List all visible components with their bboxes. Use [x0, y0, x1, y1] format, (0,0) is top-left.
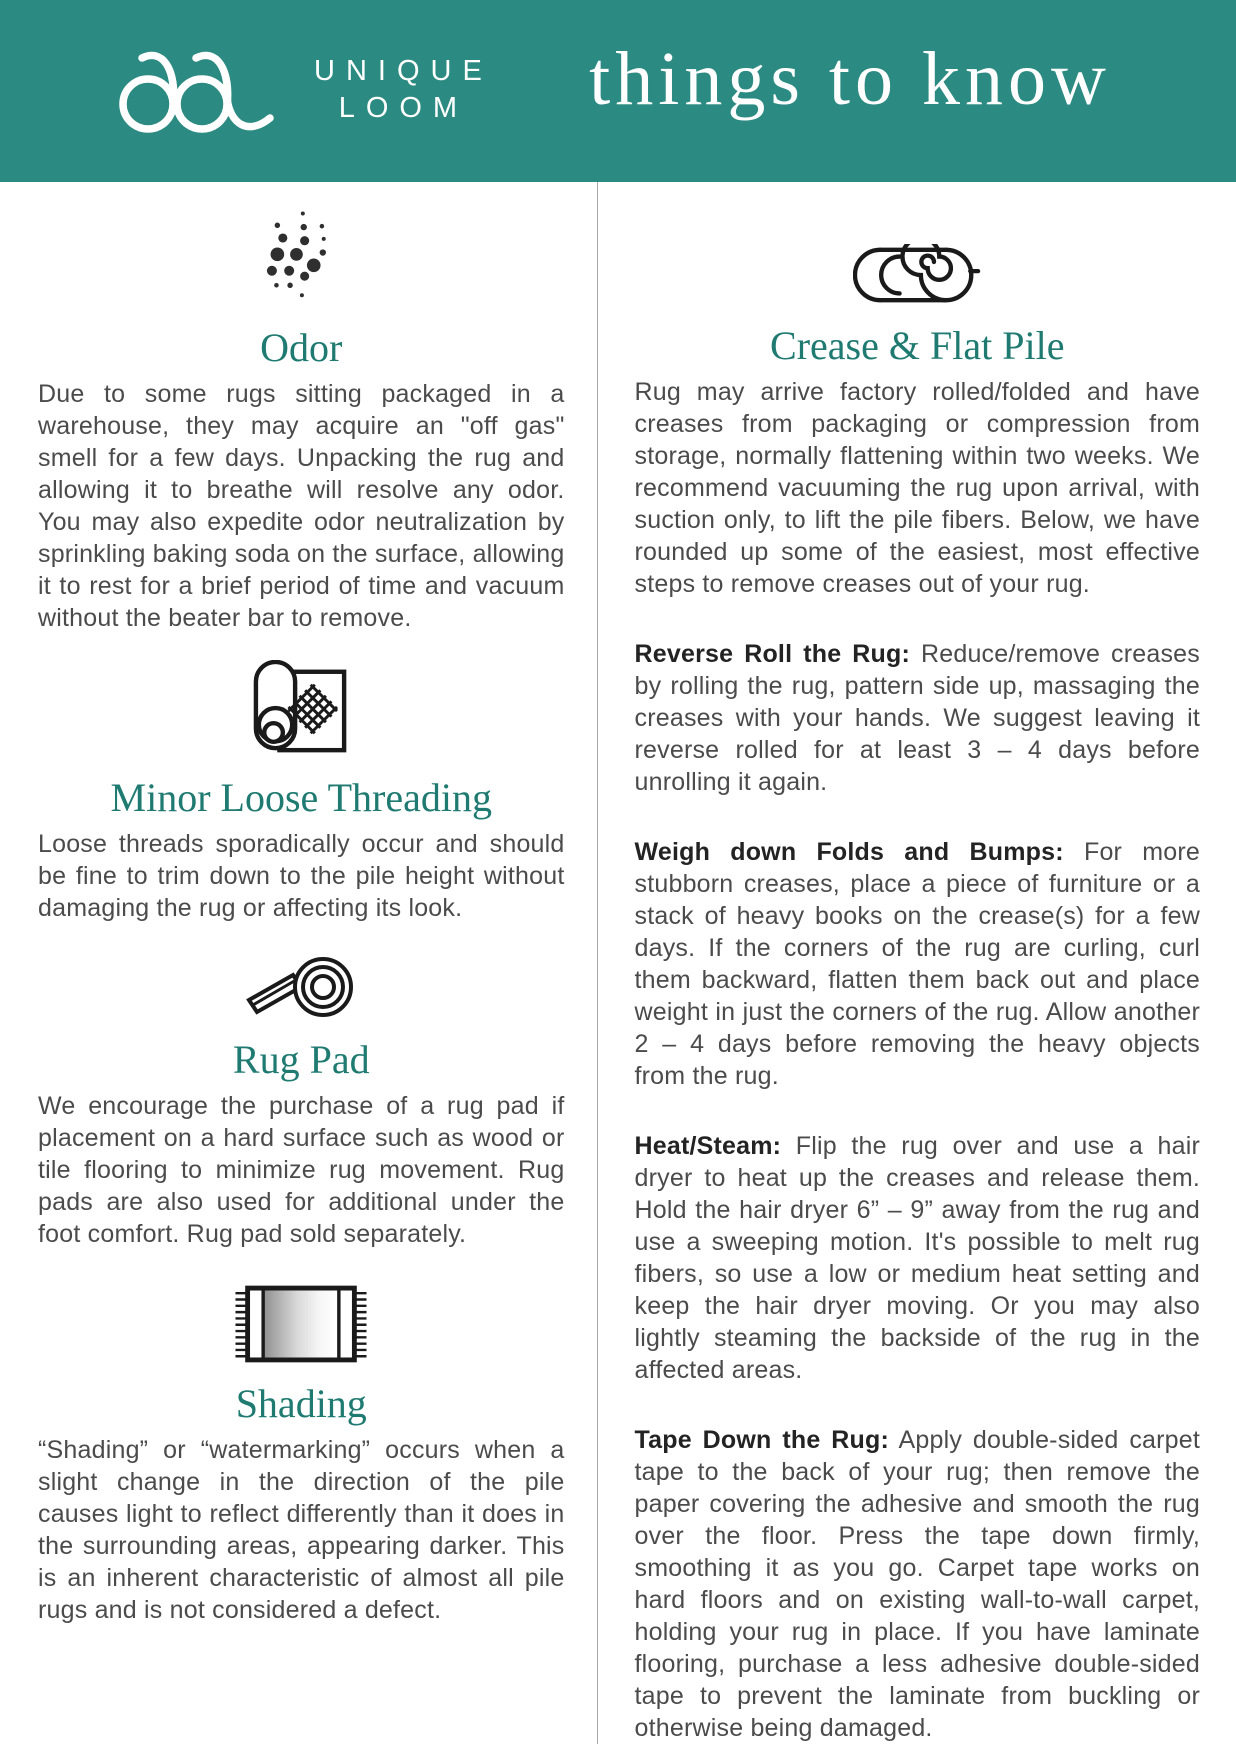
- tip-reverse-roll: [635, 638, 1200, 798]
- rugpad-body: We encourage the purchase of a rug pad if placement on a hard surface such as wood or tile flooring to minimize rug movement. Rug pads are also used for additional under the foot comfort. Rug pad sold separately.: [38, 1092, 565, 1248]
- shading-heading: Shading: [235, 1381, 367, 1426]
- brand-name: [314, 53, 493, 127]
- tip-weigh-down: [635, 836, 1200, 1092]
- threading-section-icon-wrap: [38, 660, 565, 758]
- tip-tape-down-text: Apply double-sided carpet tape to the back of your rug; then remove the paper covering the adhesive and smooth the rug over the floor. Press the tape down firmly, smoothing it as you go. Carpet tape works on hard floors and on existing wall-to-wall carpet, holding your rug in place. If you have laminate flooring, purchase a less adhesive double-sided tape to prevent the laminate from buckling or otherwise being damaged.: [634, 1426, 1200, 1742]
- tip-reverse-roll-text: Reduce/remove creases by rolling the rug, pattern side up, massaging the creases with your hands. We suggest leaving it reverse rolled for at least 3 – 4 days before unrolling it again.: [634, 640, 1200, 796]
- tip-heat-steam-label: Heat/Steam:: [634, 1132, 782, 1160]
- shading-section-icon-wrap: [38, 1284, 565, 1364]
- rug-pad-roll-icon: [246, 954, 356, 1020]
- threading-body: Loose threads sporadically occur and should be fine to trim down to the pile height without damaging the rug or affecting its look.: [38, 830, 565, 922]
- page-title: things to know: [589, 37, 1111, 121]
- left-column: [38, 182, 565, 1626]
- odor-section-icon-wrap: [38, 208, 565, 308]
- brand-line-1: UNIQUE: [314, 55, 493, 87]
- tip-weigh-down-label: Weigh down Folds and Bumps:: [634, 838, 1064, 866]
- brand-block: [110, 38, 493, 142]
- crease-roll-icon: [853, 244, 981, 306]
- odor-body: Due to some rugs sitting packaged in a warehouse, they may acquire an "off gas" smell for a few days. Unpacking the rug and allowing it to breathe will resolve any odor. You may also expedite odor neutralization by sprinkling baking soda on the surface, allowing it to rest for a brief period of time and vacuum without the beater bar to remove.: [38, 380, 565, 632]
- rugpad-section-icon-wrap: [38, 954, 565, 1020]
- shading-body: “Shading” or “watermarking” occurs when a slight change in the direction of the pile causes light to reflect differently than it does in the surrounding areas, appearing darker. This is an inherent characteristic of almost all pile rugs and is not considered a defect.: [38, 1436, 565, 1624]
- tip-tape-down: [635, 1424, 1200, 1744]
- odor-heading: Odor: [260, 325, 343, 370]
- rugpad-heading: Rug Pad: [232, 1037, 370, 1082]
- right-column: [597, 182, 1200, 1744]
- crease-heading: Crease & Flat Pile: [770, 323, 1065, 368]
- threading-heading: Minor Loose Threading: [110, 775, 492, 820]
- crease-intro: Rug may arrive factory rolled/folded and have creases from packaging or compression from storage, normally flattening within two weeks. We recommend vacuuming the rug upon arrival, with suction only, to lift the pile fibers. Below, we have rounded up some of the easiest, most effective steps to remove creases out of your rug.: [634, 378, 1200, 598]
- crease-section-icon-wrap: [635, 244, 1200, 306]
- header-banner: [0, 0, 1236, 182]
- tip-reverse-roll-label: Reverse Roll the Rug:: [634, 640, 910, 668]
- tip-tape-down-label: Tape Down the Rug:: [634, 1426, 890, 1454]
- shaded-rug-icon: [235, 1284, 367, 1364]
- unique-loom-logo-icon: [110, 38, 300, 142]
- tip-heat-steam-text: Flip the rug over and use a hair dryer to heat up the creases and release them. Hold the hair dryer 6” – 9” away from the rug and use a sweeping motion. It's possible to melt rug fibers, so use a low or medium heat setting and keep the hair dryer moving. Or you may also lightly steaming the backside of the rug in the affected areas.: [634, 1132, 1200, 1384]
- rolled-rug-icon: [252, 660, 350, 758]
- brand-line-2: LOOM: [338, 92, 469, 124]
- tip-heat-steam: [635, 1130, 1200, 1386]
- odor-dots-icon: [251, 208, 351, 308]
- content: [0, 182, 1236, 1744]
- tip-weigh-down-text: For more stubborn creases, place a piece of furniture or a stack of heavy books on the crease(s) for a few days. If the corners of the rug are curling, curl them backward, flatten them back out and place weight in just the corners of the rug. Allow another 2 – 4 days before removing the heavy objects from the rug.: [634, 838, 1201, 1090]
